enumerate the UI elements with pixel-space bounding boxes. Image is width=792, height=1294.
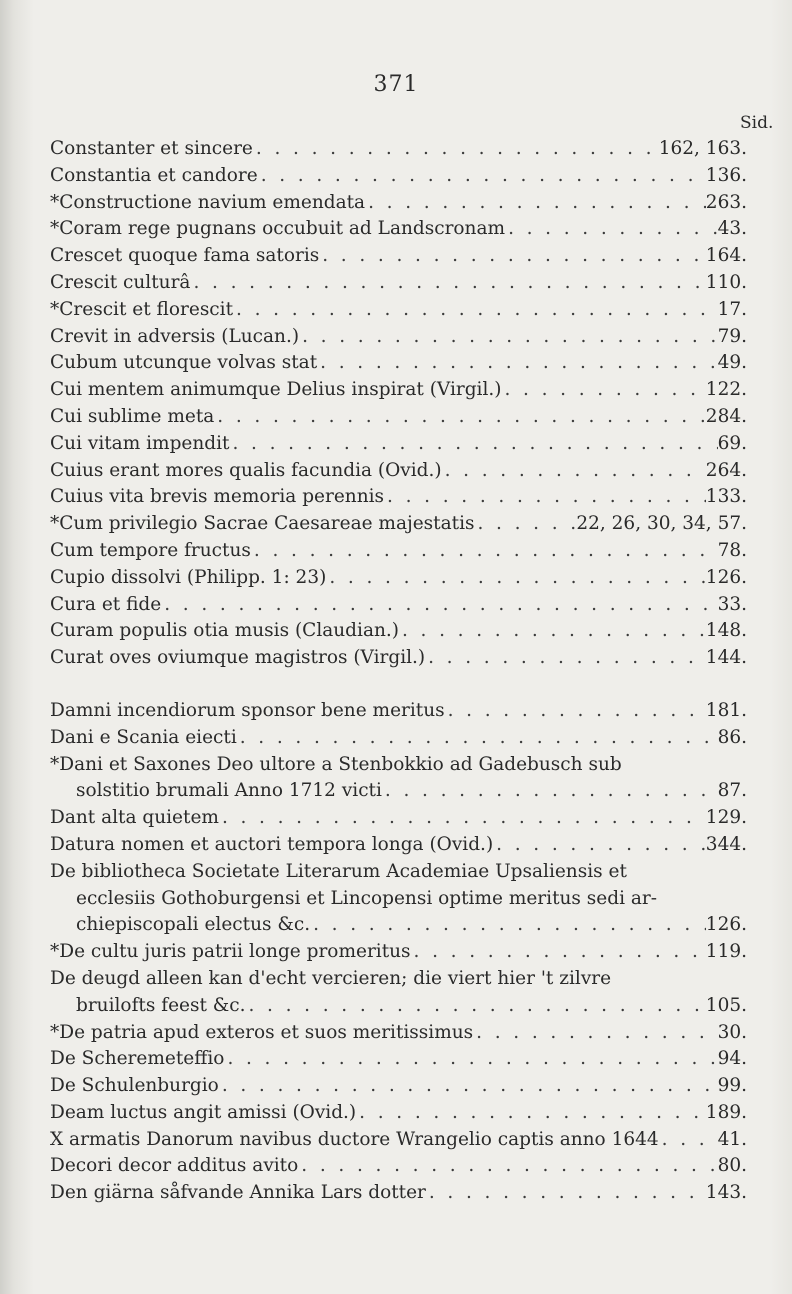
- index-entry: [50, 324, 747, 351]
- entry-page-ref: 99.: [717, 1075, 747, 1097]
- entry-text: Damni incendiorum sponsor bene meritus: [50, 699, 445, 721]
- index-entry: [50, 592, 747, 619]
- index-entry: [50, 538, 747, 565]
- entry-page-ref: 69.: [717, 432, 747, 454]
- dot-leader: [475, 511, 577, 538]
- dot-leader: [233, 297, 718, 324]
- entry-page-ref: 79.: [717, 325, 747, 347]
- entry-text: Constanter et sincere: [50, 138, 253, 159]
- index-entry: [50, 805, 747, 832]
- entry-text: Curat oves oviumque magistros (Virgil.): [50, 647, 426, 669]
- entry-text: Cura et fide: [50, 593, 162, 615]
- index-entry: [50, 1180, 747, 1207]
- entry-page-ref: 162, 163.: [658, 138, 747, 159]
- index-entry: [50, 270, 747, 297]
- index-entry: [50, 243, 747, 270]
- entry-text: *De patria apud exteros et suos meritissimus: [50, 1021, 474, 1043]
- entry-text: De Scheremeteffio: [50, 1048, 225, 1070]
- entry-text: Dant alta quietem: [50, 807, 219, 829]
- dot-leader: [219, 805, 706, 832]
- entry-page-ref: 143.: [705, 1182, 747, 1204]
- index-entry: [50, 1020, 747, 1047]
- dot-leader: [445, 698, 706, 725]
- index-entry: [50, 350, 747, 377]
- index-entry: [50, 458, 747, 485]
- entry-text: Crevit in adversis (Lucan.): [50, 325, 300, 347]
- index-entry: [50, 912, 747, 939]
- entry-page-ref: 22, 26, 30, 34, 57.: [576, 513, 747, 535]
- entry-page-ref: 119.: [705, 941, 747, 963]
- dot-leader: [214, 404, 706, 431]
- dot-leader: [493, 832, 706, 859]
- entry-page-ref: 263.: [705, 191, 747, 213]
- entry-page-ref: 181.: [705, 699, 747, 721]
- entry-text: Cubum utcunque volvas stat: [50, 352, 318, 374]
- dot-leader: [425, 645, 706, 672]
- dot-leader: [253, 136, 659, 163]
- dot-leader: [382, 778, 718, 805]
- entry-text: X armatis Danorum navibus ductore Wrangelio captis anno 1644: [50, 1128, 659, 1150]
- index-entry: [50, 1073, 747, 1100]
- index-section-c: [50, 136, 747, 672]
- index-entry: [50, 698, 747, 725]
- index-entry: [50, 511, 747, 538]
- dot-leader: [219, 1073, 718, 1100]
- dot-leader: [442, 458, 706, 485]
- entry-text: *Crescit et florescit: [50, 298, 234, 320]
- motto-index: [50, 136, 747, 1207]
- dot-leader: [224, 1046, 717, 1073]
- dot-leader: [384, 484, 706, 511]
- dot-leader: [317, 350, 717, 377]
- entry-page-ref: 87.: [717, 780, 747, 802]
- index-section-d: [50, 698, 747, 1207]
- entry-text: Curam populis otia musis (Claudian.): [50, 620, 399, 642]
- entry-text: *Cum privilegio Sacrae Caesareae majestatis: [50, 513, 475, 535]
- entry-page-ref: 284.: [705, 405, 747, 427]
- dot-leader: [310, 912, 706, 939]
- index-entry: [50, 484, 747, 511]
- dot-leader: [399, 618, 706, 645]
- dot-leader: [246, 993, 706, 1020]
- index-entry: [50, 993, 747, 1020]
- entry-page-ref: 126.: [705, 566, 747, 588]
- dot-leader: [319, 243, 706, 270]
- index-entry: [50, 1100, 747, 1127]
- dot-leader: [299, 324, 718, 351]
- index-entry: [50, 752, 747, 779]
- index-entry: [50, 297, 747, 324]
- entry-page-ref: 86.: [717, 726, 747, 748]
- index-entry: [50, 404, 747, 431]
- dot-leader: [426, 1180, 706, 1207]
- entry-page-ref: 94.: [717, 1048, 747, 1070]
- dot-leader: [326, 565, 705, 592]
- index-entry: [50, 190, 747, 217]
- entry-text: chiepiscopali electus &c.: [76, 914, 311, 936]
- index-entry: [50, 431, 747, 458]
- index-entry: [50, 377, 747, 404]
- entry-page-ref: 110.: [705, 271, 747, 293]
- index-entry: [50, 1046, 747, 1073]
- entry-page-ref: 144.: [705, 647, 747, 669]
- entry-page-ref: 33.: [717, 593, 747, 615]
- dot-leader: [411, 939, 706, 966]
- entry-text: Dani e Scania eiecti: [50, 726, 237, 748]
- entry-page-ref: 122.: [705, 379, 747, 401]
- entry-text: Crescit culturâ: [50, 271, 191, 293]
- entry-text: *Coram rege pugnans occubuit ad Landscronam: [50, 218, 506, 240]
- index-entry: [50, 886, 747, 913]
- entry-text: De deugd alleen kan d'echt vercieren; die viert hier 't zilvre: [50, 967, 612, 989]
- entry-page-ref: 136.: [705, 164, 747, 186]
- entry-text: Datura nomen et auctori tempora longa (Ovid.): [50, 833, 494, 855]
- dot-leader: [505, 216, 718, 243]
- entry-page-ref: 17.: [717, 298, 747, 320]
- index-entry: [50, 1127, 747, 1154]
- entry-text: Cuius vita brevis memoria perennis: [50, 486, 385, 508]
- entry-text: Den giärna såfvande Annika Lars dotter: [50, 1182, 426, 1204]
- entry-page-ref: 78.: [717, 539, 747, 561]
- entry-text: Crescet quoque fama satoris: [50, 245, 320, 267]
- index-entry: [50, 136, 747, 163]
- entry-page-ref: 30.: [717, 1021, 747, 1043]
- entry-page-ref: 133.: [705, 486, 747, 508]
- dot-leader: [298, 1153, 717, 1180]
- index-entry: [50, 618, 747, 645]
- entry-page-ref: 43.: [717, 218, 747, 240]
- dot-leader: [251, 538, 718, 565]
- dot-leader: [659, 1127, 718, 1154]
- dot-leader: [237, 725, 718, 752]
- section-gap: [50, 672, 747, 698]
- entry-page-ref: 105.: [705, 994, 747, 1016]
- entry-text: solstitio brumali Anno 1712 victi: [76, 780, 382, 802]
- index-entry: [50, 778, 747, 805]
- entry-text: De bibliotheca Societate Literarum Academiae Upsaliensis et: [50, 860, 627, 882]
- entry-text: Cum tempore fructus: [50, 539, 251, 561]
- entry-page-ref: 129.: [705, 807, 747, 829]
- dot-leader: [365, 190, 706, 217]
- entry-page-ref: 164.: [705, 245, 747, 267]
- dot-leader: [473, 1020, 717, 1047]
- entry-text: Decori decor additus avito: [50, 1155, 299, 1177]
- dot-leader: [229, 431, 717, 458]
- dot-leader: [190, 270, 705, 297]
- entry-text: Cui sublime meta: [50, 405, 215, 427]
- page-number: 371: [373, 72, 419, 97]
- index-entry: [50, 966, 747, 993]
- entry-text: De Schulenburgio: [50, 1075, 219, 1097]
- index-entry: [50, 565, 747, 592]
- index-entry: [50, 216, 747, 243]
- index-entry: [50, 939, 747, 966]
- index-entry: [50, 832, 747, 859]
- entry-text: Cui vitam impendit: [50, 432, 230, 454]
- dot-leader: [161, 592, 717, 619]
- dot-leader: [356, 1100, 706, 1127]
- entry-text: Cui mentem animumque Delius inspirat (Virgil.): [50, 379, 502, 401]
- entry-text: *Constructione navium emendata: [50, 191, 366, 213]
- entry-text: Cuius erant mores qualis facundia (Ovid.): [50, 459, 442, 481]
- entry-text: ecclesiis Gothoburgensi et Lincopensi optime meritus sedi ar-: [76, 887, 657, 909]
- entry-text: bruilofts feest &c.: [76, 994, 246, 1016]
- entry-text: Deam luctus angit amissi (Ovid.): [50, 1101, 357, 1123]
- index-entry: [50, 725, 747, 752]
- entry-text: *Dani et Saxones Deo ultore a Stenbokkio ad Gadebusch sub: [50, 753, 622, 775]
- entry-page-ref: 189.: [705, 1101, 747, 1123]
- index-entry: [50, 859, 747, 886]
- entry-page-ref: 264.: [705, 459, 747, 481]
- entry-text: Cupio dissolvi (Philipp. 1: 23): [50, 566, 327, 588]
- index-entry: [50, 163, 747, 190]
- dot-leader: [258, 163, 706, 190]
- dot-leader: [502, 377, 706, 404]
- index-entry: [50, 1153, 747, 1180]
- entry-text: Constantia et candore: [50, 164, 258, 186]
- column-header-sid: Sid.: [740, 113, 774, 133]
- index-entry: [50, 645, 747, 672]
- entry-page-ref: 126.: [705, 914, 747, 936]
- entry-page-ref: 148.: [705, 620, 747, 642]
- entry-page-ref: 80.: [717, 1155, 747, 1177]
- entry-page-ref: 344.: [705, 833, 747, 855]
- entry-page-ref: 41.: [717, 1128, 747, 1150]
- entry-text: *De cultu juris patrii longe promeritus: [50, 941, 411, 963]
- entry-page-ref: 49.: [717, 352, 747, 374]
